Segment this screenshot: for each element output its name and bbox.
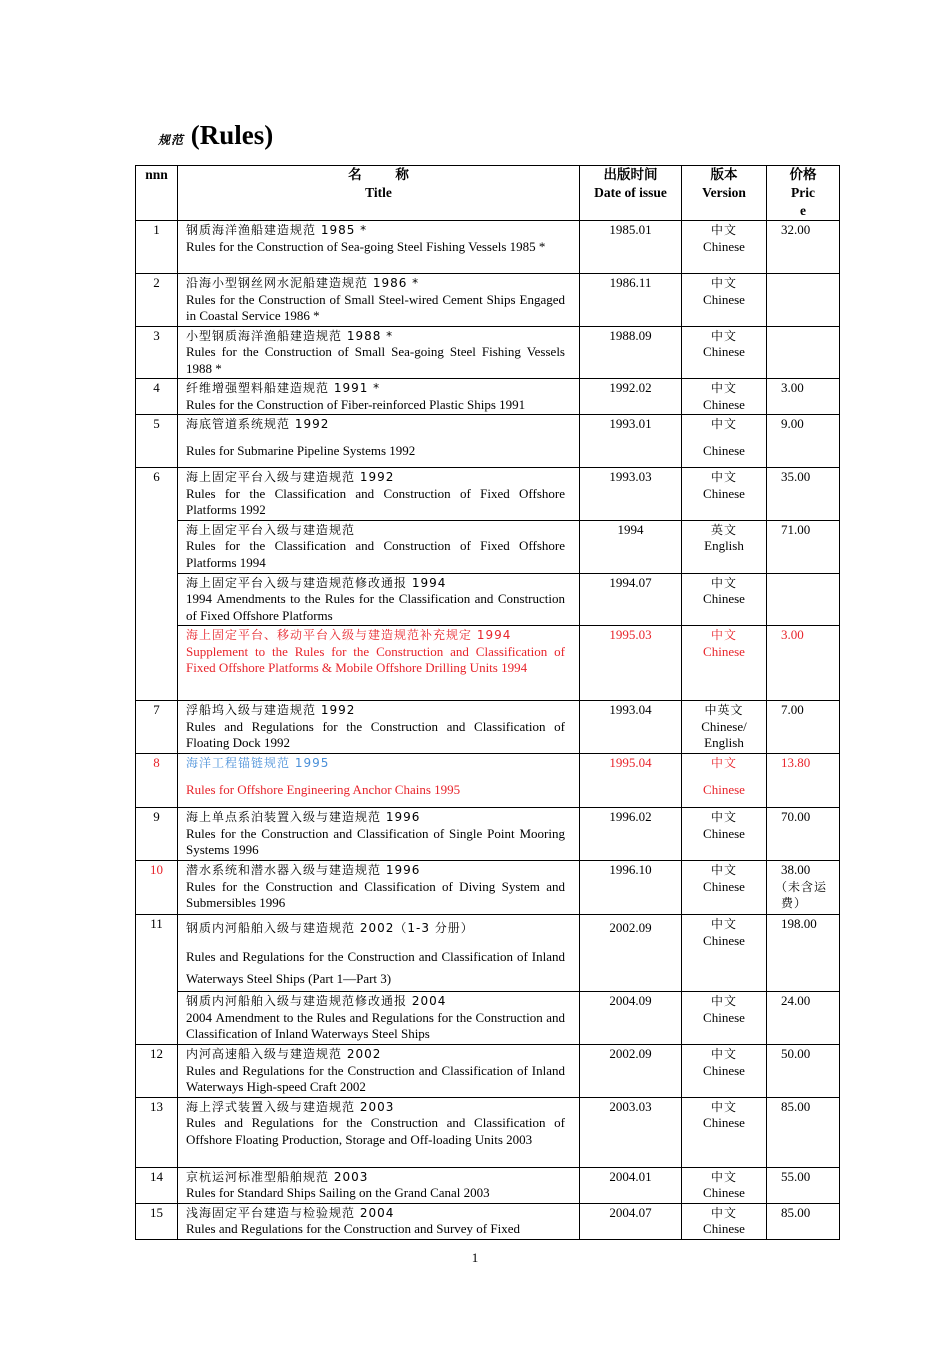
- row-title-en: Rules for Submarine Pipeline Systems 1992: [186, 442, 416, 458]
- row-version: [682, 274, 767, 327]
- row-price: [767, 274, 840, 327]
- row-title-zh: 潜水系统和潜水器入级与建造规范 1996: [186, 863, 421, 877]
- row-title-en: Rules for the Classification and Construction of Fixed Offshore Platforms 1994: [186, 538, 565, 570]
- row-version-en: Chinese: [703, 1009, 745, 1025]
- row-version-en: Chinese: [703, 1115, 745, 1130]
- row-version-zh: 中文: [710, 1099, 737, 1114]
- row-price-note: （未含运费）: [775, 879, 828, 910]
- row-version-en: Chinese: [703, 1185, 745, 1200]
- row-date: 2003.03: [580, 1097, 682, 1167]
- row-date: 1993.03: [580, 468, 682, 521]
- table-row: [136, 808, 840, 861]
- row-title-en: Rules for the Construction of Fiber-reinforced Plastic Ships 1991: [186, 396, 526, 412]
- table-row: [136, 1167, 840, 1203]
- row-version: [682, 1097, 767, 1167]
- row-title: [178, 915, 580, 992]
- row-version-zh: 中文: [710, 381, 737, 395]
- row-num: 6: [136, 468, 178, 701]
- row-date: 1985.01: [580, 221, 682, 274]
- row-title-zh: 小型钢质海洋渔船建造规范 1988 *: [186, 328, 394, 343]
- row-title: [178, 626, 580, 701]
- row-price: 70.00: [767, 808, 840, 861]
- row-title-zh: 钢质海洋渔船建造规范 1985 *: [186, 223, 368, 237]
- row-price: [767, 573, 840, 626]
- row-title: [178, 221, 580, 274]
- header-date-en: Date of issue: [594, 185, 667, 200]
- page-number: 1: [471, 1250, 479, 1265]
- row-version-zh: 中文: [710, 756, 737, 770]
- table-row: [136, 754, 840, 808]
- row-title-en: Rules for Offshore Engineering Anchor Chains 1995: [186, 781, 461, 797]
- row-version-zh: 中文: [710, 810, 737, 824]
- row-date: 1995.04: [580, 754, 682, 808]
- row-date: 1996.10: [580, 861, 682, 915]
- row-price: 85.00: [767, 1203, 840, 1239]
- table-row: [136, 1097, 840, 1167]
- row-version-en: Chinese: [703, 1221, 745, 1236]
- row-num: 5: [136, 415, 178, 468]
- row-date: 2004.07: [580, 1203, 682, 1239]
- row-price: 85.00: [767, 1097, 840, 1167]
- table-row: [136, 992, 840, 1045]
- row-date: 2004.01: [580, 1167, 682, 1203]
- table-row: [136, 415, 840, 468]
- row-version-en: Chinese: [703, 238, 745, 254]
- header-price-zh: 价格: [789, 167, 817, 182]
- row-version-zh: 中文: [710, 417, 737, 431]
- row-title-en: Rules and Regulations for the Construction and Classification of Offshore Floating Production, Storage and Off-loading Units 2003: [186, 1115, 565, 1147]
- row-version: [682, 915, 767, 992]
- row-version: [682, 520, 767, 573]
- table-row: [136, 626, 840, 701]
- rules-table: [135, 165, 840, 1240]
- row-version-zh: 中文: [710, 276, 737, 290]
- row-title: [178, 701, 580, 754]
- row-title-zh: 海上单点系泊装置入级与建造规范 1996: [186, 810, 421, 824]
- row-date: 1986.11: [580, 274, 682, 327]
- row-num: 13: [136, 1097, 178, 1167]
- row-version: [682, 992, 767, 1045]
- table-row: [136, 326, 840, 379]
- row-date: 1994: [580, 520, 682, 573]
- header-version: [682, 166, 767, 221]
- header-date: [580, 166, 682, 221]
- row-version-en: Chinese: [703, 591, 745, 606]
- row-version-en: Chinese: [703, 396, 745, 412]
- row-date: 2004.09: [580, 992, 682, 1045]
- row-version: [682, 379, 767, 415]
- row-price: 3.00: [767, 626, 840, 701]
- row-date: 2002.09: [580, 1045, 682, 1098]
- row-num: 1: [136, 221, 178, 274]
- row-title: [178, 808, 580, 861]
- table-header-row: [136, 166, 840, 221]
- row-num: 12: [136, 1045, 178, 1098]
- row-date: 1995.03: [580, 626, 682, 701]
- row-version-en: Chinese: [703, 932, 745, 948]
- row-title: [178, 520, 580, 573]
- row-title: [178, 754, 580, 808]
- row-title-zh: 内河高速船入级与建造规范 2002: [186, 1047, 382, 1061]
- row-title: [178, 379, 580, 415]
- row-title-en: Rules for the Classification and Construction of Fixed Offshore Platforms 1992: [186, 485, 565, 517]
- row-title-en: Supplement to the Rules for the Construction and Classification of Fixed Offshore Platforms & Mobile Offshore Drilling Units 1994: [186, 643, 565, 675]
- row-version: [682, 754, 767, 808]
- row-title-en: Rules and Regulations for the Construction and Classification of Floating Dock 1992: [186, 718, 565, 750]
- row-version: [682, 221, 767, 274]
- row-title-zh: 海上固定平台、移动平台入级与建造规范补充规定 1994: [186, 628, 512, 642]
- row-title: [178, 415, 580, 468]
- row-num: 15: [136, 1203, 178, 1239]
- row-version-zh: 中英文: [704, 703, 744, 717]
- row-version-en: Chinese: [703, 344, 745, 359]
- row-title: [178, 573, 580, 626]
- row-title: [178, 274, 580, 327]
- table-row: [136, 915, 840, 992]
- row-title-zh: 海洋工程锚链规范 1995: [186, 756, 330, 770]
- row-title-zh: 钢质内河船舶入级与建造规范 2002（1-3 分册）: [186, 921, 474, 935]
- table-row: [136, 1045, 840, 1098]
- row-title: [178, 1045, 580, 1098]
- header-date-zh: 出版时间: [603, 167, 658, 182]
- row-version: [682, 701, 767, 754]
- row-price: 7.00: [767, 701, 840, 754]
- row-version-zh: 中文: [710, 1205, 737, 1220]
- row-version-en: Chinese/ English: [701, 718, 747, 750]
- row-num: 11: [136, 915, 178, 1045]
- row-price: 71.00: [767, 520, 840, 573]
- row-title-zh: 浮船坞入级与建造规范 1992: [186, 703, 356, 717]
- row-version-zh: 中文: [710, 917, 737, 931]
- header-title-en: Title: [365, 185, 392, 200]
- row-title-en: Rules for the Construction and Classification of Single Point Mooring Systems 1996: [186, 825, 565, 857]
- row-version-zh: 中文: [710, 470, 737, 484]
- table-row: [136, 861, 840, 915]
- row-title: [178, 326, 580, 379]
- header-title: [178, 166, 580, 221]
- page-title-zh: 规范: [158, 133, 185, 147]
- row-price: 3.00: [767, 379, 840, 415]
- header-title-zh: 名 称: [348, 167, 409, 182]
- row-price: 50.00: [767, 1045, 840, 1098]
- row-title-en: 2004 Amendment to the Rules and Regulations for the Construction and Classification of Inland Waterways Steel Ships: [186, 1009, 565, 1041]
- row-version-en: Chinese: [703, 291, 745, 307]
- row-title-zh: 沿海小型钢丝网水泥船建造规范 1986 *: [186, 276, 420, 290]
- row-version: [682, 861, 767, 915]
- table-row: [136, 379, 840, 415]
- row-version: [682, 808, 767, 861]
- row-num: 14: [136, 1167, 178, 1203]
- row-version-zh: 中文: [710, 223, 737, 237]
- header-num: nnn: [136, 166, 178, 221]
- row-num: 10: [136, 861, 178, 915]
- row-date: 1988.09: [580, 326, 682, 379]
- row-num: 9: [136, 808, 178, 861]
- page-title-en: (Rules): [190, 120, 274, 150]
- row-title-en: Rules for the Construction of Small Sea-going Steel Fishing Vessels 1988 *: [186, 344, 565, 376]
- row-title-en: Rules and Regulations for the Construction and Classification of Inland Waterways Steel Ships (Part 1—Part 3): [186, 949, 565, 986]
- row-version: [682, 468, 767, 521]
- row-version: [682, 573, 767, 626]
- row-num: 4: [136, 379, 178, 415]
- row-num: 3: [136, 326, 178, 379]
- row-version-zh: 中文: [710, 328, 737, 343]
- row-title-zh: 海上浮式装置入级与建造规范 2003: [186, 1099, 395, 1114]
- row-date: 1994.07: [580, 573, 682, 626]
- row-title-zh: 海上固定平台入级与建造规范: [186, 522, 356, 537]
- row-version-zh: 英文: [710, 522, 737, 537]
- row-version-en: Chinese: [703, 825, 745, 841]
- table-row: [136, 1203, 840, 1239]
- row-date: 1992.02: [580, 379, 682, 415]
- row-version-zh: 中文: [710, 1047, 737, 1061]
- row-title: [178, 861, 580, 915]
- table-row: [136, 520, 840, 573]
- row-title-en: Rules for the Construction of Small Steel-wired Cement Ships Engaged in Coastal Service 1986 *: [186, 291, 565, 323]
- table-row: [136, 701, 840, 754]
- header-price: [767, 166, 840, 221]
- row-title: [178, 468, 580, 521]
- row-version-zh: 中文: [710, 575, 737, 590]
- row-version-en: Chinese: [703, 643, 745, 659]
- row-title-en: 1994 Amendments to the Rules for the Classification and Construction of Fixed Offshore Platforms: [186, 591, 565, 623]
- row-title-zh: 京杭运河标准型船舶规范 2003: [186, 1169, 369, 1184]
- row-price-value: 38.00: [781, 862, 811, 877]
- row-title-en: Rules and Regulations for the Construction and Classification of Inland Waterways High-speed Craft 2002: [186, 1062, 565, 1094]
- row-version: [682, 1203, 767, 1239]
- table-row: [136, 274, 840, 327]
- row-version-zh: 中文: [710, 994, 737, 1008]
- row-version-zh: 中文: [710, 628, 737, 642]
- row-title-zh: 海上固定平台入级与建造规范修改通报 1994: [186, 575, 447, 590]
- row-price: 13.80: [767, 754, 840, 808]
- row-price: 24.00: [767, 992, 840, 1045]
- row-price: 35.00: [767, 468, 840, 521]
- row-version: [682, 626, 767, 701]
- row-date: 1996.02: [580, 808, 682, 861]
- header-version-en: Version: [702, 185, 746, 200]
- header-version-zh: 版本: [710, 167, 738, 182]
- row-num: 8: [136, 754, 178, 808]
- header-price-en: Price: [791, 185, 815, 218]
- row-title: [178, 1097, 580, 1167]
- row-title-en: Rules and Regulations for the Construction and Survey of Fixed: [186, 1221, 520, 1236]
- row-num: 2: [136, 274, 178, 327]
- row-version-zh: 中文: [710, 1169, 737, 1184]
- row-version: [682, 1167, 767, 1203]
- row-title-zh: 纤维增强塑料船建造规范 1991 *: [186, 381, 381, 395]
- row-num: 7: [136, 701, 178, 754]
- row-version-en: Chinese: [703, 878, 745, 894]
- row-date: 1993.04: [580, 701, 682, 754]
- row-title-zh: 海上固定平台入级与建造规范 1992: [186, 470, 395, 484]
- row-title: [178, 1203, 580, 1239]
- table-row: [136, 468, 840, 521]
- row-version: [682, 326, 767, 379]
- row-price: 55.00: [767, 1167, 840, 1203]
- row-title: [178, 1167, 580, 1203]
- row-title: [178, 992, 580, 1045]
- row-version-en: Chinese: [703, 781, 745, 797]
- row-title-en: Rules for Standard Ships Sailing on the Grand Canal 2003: [186, 1185, 490, 1200]
- row-price: 32.00: [767, 221, 840, 274]
- row-price: [767, 861, 840, 915]
- row-title-en: Rules for the Construction of Sea-going Steel Fishing Vessels 1985 *: [186, 238, 546, 254]
- table-row: [136, 221, 840, 274]
- page-title: [158, 120, 273, 151]
- row-date: 2002.09: [580, 915, 682, 992]
- row-version-zh: 中文: [710, 863, 737, 877]
- row-title-zh: 钢质内河船舶入级与建造规范修改通报 2004: [186, 994, 447, 1008]
- row-price: [767, 326, 840, 379]
- row-price: 198.00: [767, 915, 840, 992]
- row-title-zh: 海底管道系统规范 1992: [186, 417, 330, 431]
- row-version-en: Chinese: [703, 485, 745, 501]
- row-version-en: Chinese: [703, 1062, 745, 1078]
- row-price: 9.00: [767, 415, 840, 468]
- row-title-zh: 浅海固定平台建造与检验规范 2004: [186, 1205, 395, 1220]
- table-row: [136, 573, 840, 626]
- row-title-en: Rules for the Construction and Classification of Diving System and Submersibles 1996: [186, 878, 565, 910]
- row-version: [682, 1045, 767, 1098]
- row-version: [682, 415, 767, 468]
- row-date: 1993.01: [580, 415, 682, 468]
- row-version-en: Chinese: [703, 442, 745, 458]
- row-version-en: English: [704, 538, 744, 553]
